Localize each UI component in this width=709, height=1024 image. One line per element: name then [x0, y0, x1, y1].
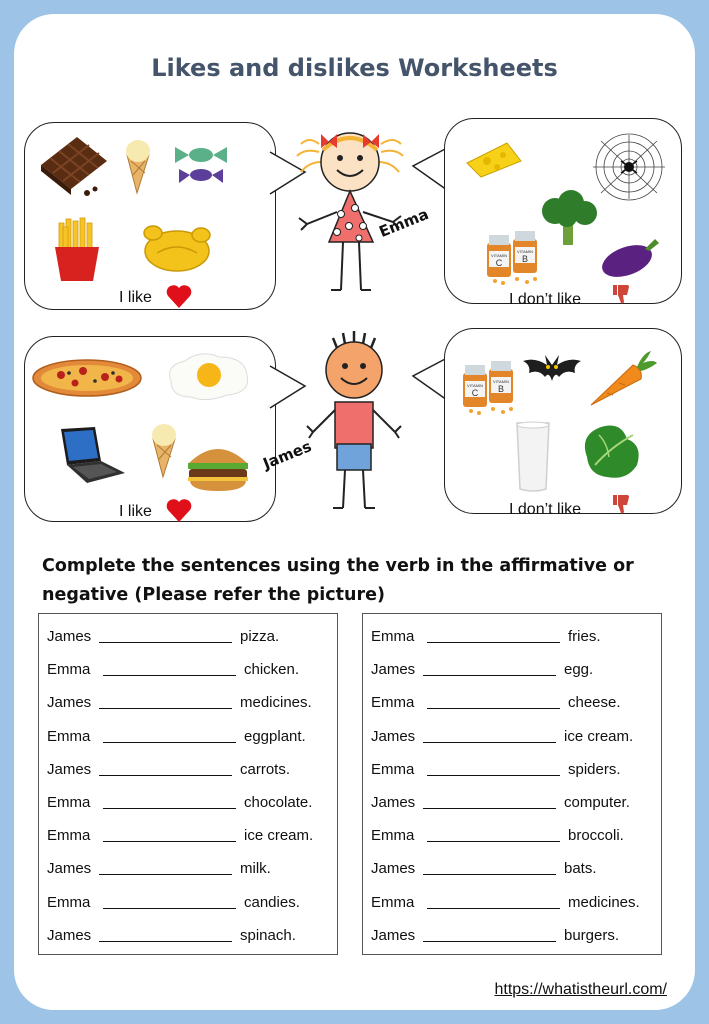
sentence-subject: Emma [47, 893, 91, 911]
sentence-object: eggplant. [244, 727, 306, 745]
answer-blank[interactable] [423, 874, 556, 875]
answer-blank[interactable] [423, 808, 556, 809]
james-name-label: James [260, 437, 314, 473]
vitamin-bottle-icon [459, 359, 519, 417]
sentence-subject: Emma [47, 827, 91, 845]
sentence-subject: Emma [47, 727, 91, 745]
sentence-object: chicken. [244, 661, 300, 679]
instructions-text: Complete the sentences using the verb in the affirmative or negative (Please refer the picture) [42, 556, 634, 605]
james-boy-illustration [299, 330, 419, 512]
sentence-object: cheese. [568, 694, 621, 712]
sentence-subject: Emma [371, 827, 415, 845]
right-sentences-box [362, 613, 662, 955]
sentence-subject: Emma [47, 661, 91, 679]
answer-blank[interactable] [423, 742, 556, 743]
sentence-object: carrots. [240, 760, 291, 778]
answer-blank[interactable] [103, 908, 236, 909]
sentence-object: chocolate. [244, 794, 313, 811]
burger-icon [185, 441, 251, 493]
answer-blank[interactable] [423, 941, 556, 942]
sentence-subject: Emma [371, 628, 415, 645]
sentence-subject: Emma [371, 694, 415, 712]
answer-blank[interactable] [427, 642, 560, 643]
vitamin-label-text: VITAMIN [517, 249, 533, 254]
answer-blank[interactable] [99, 708, 232, 709]
carrot-icon [587, 347, 659, 409]
sentence-object: spinach. [240, 926, 296, 944]
ice-cream-icon [123, 135, 153, 195]
heart-icon [165, 497, 193, 523]
answer-blank[interactable] [427, 775, 560, 776]
chocolate-icon [37, 133, 109, 199]
james-likes-bubble [24, 336, 276, 522]
vitamin-b-label: B [521, 254, 529, 264]
sentence-subject: James [47, 760, 92, 778]
answer-blank[interactable] [99, 941, 232, 942]
fried-egg-icon [161, 347, 253, 405]
answer-blank[interactable] [99, 775, 232, 776]
james-dislikes-bubble-tail [412, 354, 448, 404]
thumbs-down-icon [611, 283, 631, 305]
emma-like-caption: I like [119, 289, 152, 306]
sentence-object: pizza. [240, 628, 280, 645]
sentence-subject: James [47, 860, 92, 878]
answer-blank[interactable] [103, 808, 236, 809]
sentence-subject: James [371, 794, 416, 811]
bat-icon [521, 351, 583, 393]
vitamin-b-label: B [497, 384, 505, 394]
sentence-subject: Emma [47, 794, 91, 811]
vitamin-label-text: VITAMIN [467, 383, 483, 388]
answer-blank[interactable] [427, 708, 560, 709]
vitamin-bottle-icon [483, 229, 543, 287]
fries-icon [51, 217, 103, 283]
sentence-subject: James [371, 926, 416, 944]
sentence-subject: James [371, 727, 416, 745]
heart-icon [165, 283, 193, 309]
answer-blank[interactable] [427, 908, 560, 909]
spinach-icon [577, 417, 647, 483]
sentence-subject: James [47, 926, 92, 944]
sentence-object: spiders. [568, 760, 621, 778]
emma-dislikes-bubble [444, 118, 682, 308]
james-like-caption: I like [119, 503, 152, 520]
worksheet-page [14, 14, 695, 1010]
sentence-object: milk. [240, 860, 271, 878]
footer-url-link[interactable]: https://whatistheurl.com/ [494, 981, 667, 998]
james-dislikes-bubble [444, 328, 682, 518]
ice-cream-icon [149, 419, 179, 479]
sentence-subject: James [47, 694, 92, 712]
sentence-object: bats. [564, 860, 597, 878]
thumbs-down-icon [611, 493, 631, 515]
answer-blank[interactable] [103, 742, 236, 743]
vitamin-label-text: VITAMIN [493, 379, 509, 384]
left-sentences-box [38, 613, 338, 955]
pizza-icon [31, 355, 143, 401]
emma-dislike-caption: I don’t like [509, 291, 582, 308]
answer-blank[interactable] [423, 675, 556, 676]
vitamin-c-label: C [495, 258, 503, 268]
candy-icon [171, 139, 231, 189]
sentence-object: medicines. [240, 694, 312, 712]
emma-name-label: Emma [376, 204, 432, 242]
eggplant-icon [599, 231, 661, 281]
sentence-object: medicines. [568, 893, 640, 911]
page-title: Likes and dislikes Worksheets [151, 54, 558, 82]
sentence-subject: James [371, 661, 416, 679]
sentence-object: candies. [244, 893, 300, 911]
chicken-icon [137, 219, 217, 277]
answer-blank[interactable] [103, 841, 236, 842]
broccoli-icon [539, 189, 599, 247]
sentence-subject: Emma [371, 760, 415, 778]
sentence-subject: James [371, 860, 416, 878]
spider-web-icon [591, 133, 667, 201]
answer-blank[interactable] [103, 675, 236, 676]
sentence-object: ice cream. [244, 827, 314, 845]
sentence-object: fries. [568, 628, 601, 645]
emma-dislikes-bubble-tail [412, 144, 448, 194]
emma-likes-bubble [24, 122, 276, 310]
vitamin-label-text: VITAMIN [491, 253, 507, 258]
milk-glass-icon [513, 421, 553, 493]
answer-blank[interactable] [99, 642, 232, 643]
sentence-object: broccoli. [568, 827, 624, 845]
sentence-object: burgers. [564, 926, 620, 944]
sentence-subject: Emma [371, 893, 415, 911]
laptop-icon [51, 425, 127, 489]
vitamin-c-label: C [471, 388, 479, 398]
cheese-icon [463, 139, 525, 179]
james-dislike-caption: I don’t like [509, 501, 582, 518]
answer-blank[interactable] [99, 874, 232, 875]
sentence-object: ice cream. [564, 727, 634, 745]
sentence-object: egg. [564, 661, 594, 679]
sentence-subject: James [47, 628, 92, 645]
sentence-object: computer. [564, 794, 630, 811]
answer-blank[interactable] [427, 841, 560, 842]
